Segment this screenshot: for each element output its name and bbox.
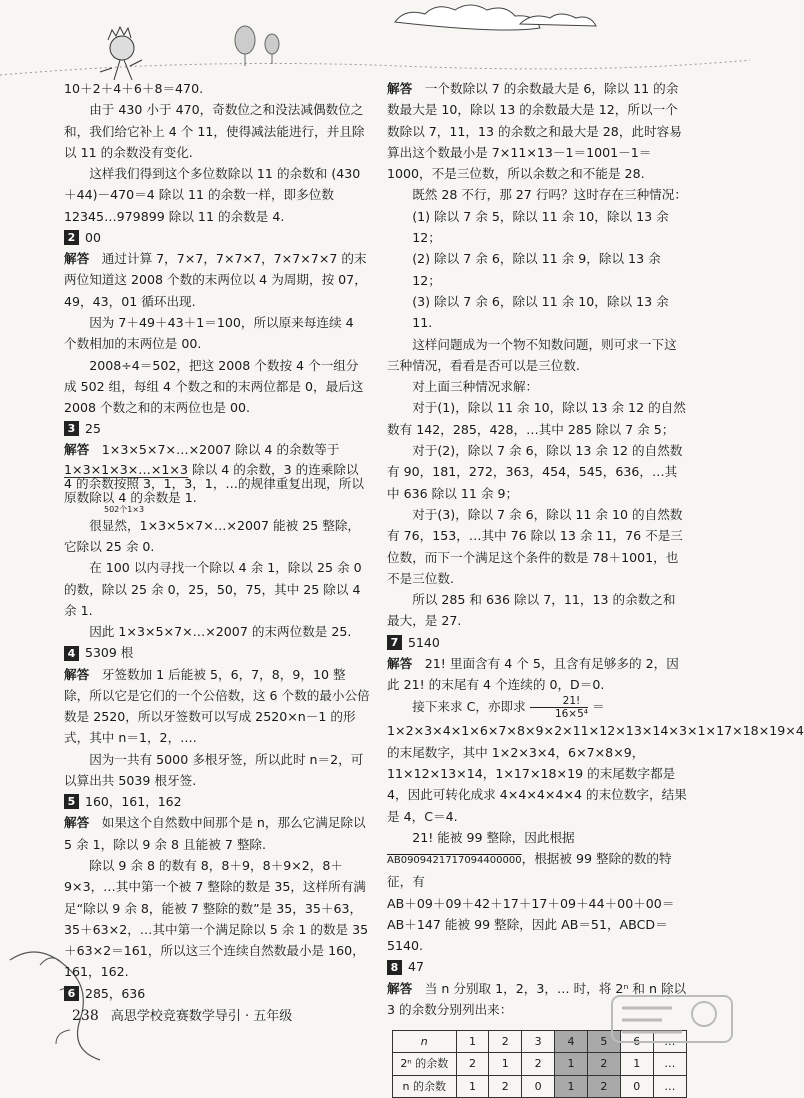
paragraph: 对于(2)，除以 7 余 6，除以 13 余 12 的自然数有 90，181，272，363，454，545，636，…其中 636 除以 11 余 9； (387, 443, 683, 501)
paragraph: 所以 285 和 636 除以 7，11，13 的余数之和最大，是 27. (387, 592, 676, 629)
question-answer: 160，161，162 (85, 794, 182, 810)
table-cell: 4 (555, 1031, 588, 1053)
table-cell: 2 (587, 1075, 620, 1097)
paragraph: AB＋09＋09＋42＋17＋17＋09＋44＋00＋00＝AB＋147 能被 99 整除，因此 AB＝51，ABCD＝5140. (387, 895, 675, 954)
question-answer: 5140 (408, 634, 440, 650)
paragraph: 除以 9 余 8 的数有 8，8＋9，8＋9×2，8＋9×3，…其中第一个被 7 整除的数是 35，这样所有满足“除以 9 余 8，能被 7 整除的数”是 35，35＋63，35＋63×2，…其中第一个满足除以 5 余 1 的数是 35＋63×2＝161，所以这三个连续自然数最小是 160，161，162. (64, 857, 369, 980)
question-answer: 25 (85, 421, 101, 437)
paragraph: 因为一共有 5000 多根牙签，所以此时 n＝2，可以算出共 5039 根牙签. (64, 751, 364, 789)
solution-label: 解答 (64, 666, 90, 682)
table-header-cell: n (393, 1031, 457, 1053)
paragraph: 接下来求 C，亦即求 $\frac{21!}{\text{16×5⁴}}$ ＝1×2×3×4×1×6×7×8×9×2×11×12×13×14×3×1×17×18×19×4 的末尾数字，其中 1×2×3×4，6×7×8×9，11×12×13×14，1×17×18×19 的末尾数字都是 4，因此可转化成求 4×4×4×4×4 的末位数字，结果是 4，C＝4. (387, 695, 804, 824)
paragraph: 既然 28 不行，那 27 行吗？这时存在三种情况： (412, 187, 687, 203)
question-answer: 47 (408, 959, 424, 975)
paragraph: 这样问题成为一个物不知数问题，则可求一下这三种情况，看看是否可以是三位数. (387, 336, 677, 373)
underbrace-expression: 1×3×1×3×…×1×3 除以 4 的余数，3 的连乘除以 4 的余数按照 3，1，3，1，…的规律重复出现，所以原数除以 4 的余数是 1. (64, 461, 364, 505)
paragraph: 解答 通过计算 7，7×7，7×7×7，7×7×7×7 的末两位知道这 2008 个数的末两位以 4 为周期，按 07，49，43，01 循环出现. (64, 251, 367, 309)
question-answer: 285，636 (85, 985, 146, 1001)
paragraph: 很显然，1×3×5×7×…×2007 能被 25 整除，它除以 25 余 0. (64, 517, 361, 555)
table-cell: … (653, 1031, 686, 1053)
question-header-7 (387, 633, 687, 652)
question-header-6 (64, 984, 370, 1003)
paragraph: 除以 4 的余数，3 的连乘除以 4 的余数按照 3，1，3，1，…的规律重复出现，所以原数除以 4 的余数是 1. (64, 461, 364, 505)
table-header-cell: 2ⁿ 的余数 (393, 1053, 457, 1075)
table-cell: 1 (555, 1075, 588, 1097)
table-cell: 1 (456, 1031, 489, 1053)
solution-label: 解答 (64, 442, 90, 458)
table-cell: 5 (587, 1031, 620, 1053)
question-answer: 5309 根 (85, 645, 134, 661)
right-column (387, 78, 804, 1098)
solution-label: 解答 (387, 81, 413, 96)
paragraph: 这样我们得到这个多位数除以 11 的余数和 (430＋44)－470＝4 除以 11 的余数一样，即多位数 12345…979899 除以 11 的余数是 4. (64, 166, 361, 224)
question-header-8 (387, 958, 687, 977)
cartoon-boy-icon (100, 27, 142, 80)
table-cell: 1 (489, 1053, 522, 1075)
paragraph: 解答 当 n 分别取 1，2，3，… 时，将 2ⁿ 和 n 除以 3 的余数分别列出来： (387, 980, 687, 1017)
question-header-3 (64, 419, 370, 438)
paragraph: 21! 能被 99 整除，因此根据 AB0909421717094400000，根据被 99 整除的数的特征，有 (387, 829, 672, 890)
solution-label: 解答 (64, 815, 90, 831)
table-row (393, 1075, 687, 1097)
question-number-badge: 4 (64, 646, 79, 661)
question-number-badge: 6 (64, 986, 79, 1001)
question-header-4 (64, 644, 370, 663)
table-cell: 1 (555, 1053, 588, 1075)
underbrace-note: 502个1×3 (104, 504, 145, 514)
table-cell: 3 (522, 1031, 555, 1053)
page-footer (72, 1005, 292, 1024)
table-cell: 0 (620, 1075, 653, 1097)
paragraph: 解答 牙签数加 1 后能被 5，6，7，8，9，10 整除，所以它是它们的一个公倍数，这 6 个数的最小公倍数是 2520，所以牙签数可以写成 2520×n－1 的形式，其中 n＝1，2，…. (64, 666, 370, 746)
page-number: 238 (72, 1008, 99, 1024)
case-item: (3) 除以 7 余 6，除以 11 余 10，除以 13 余 11. (412, 293, 669, 331)
paragraph: 对于(3)，除以 7 余 6，除以 11 余 10 的自然数有 76，153，…其中 76 除以 13 余 11，76 不是三位数，而下一个满足这个条件的数是 78＋1001，也不是三位数. (387, 506, 683, 586)
paragraph: 由于 430 小于 470，奇数位之和没法减偶数位之和，我们给它补上 4 个 11，使得减法能进行，并且除以 11 的余数没有变化. (64, 102, 365, 160)
question-number-badge: 7 (387, 635, 402, 650)
case-item: (2) 除以 7 余 6，除以 11 余 9，除以 13 余 12； (412, 251, 661, 288)
fraction: $\frac{21!}{\text{16×5⁴}}$ (530, 695, 588, 720)
paragraph: 2008÷4＝502，把这 2008 个数按 4 个一组分成 502 组，每组 4 个数之和的末两位都是 0，最后这 2008 个数之和的末两位也是 00. (64, 357, 364, 416)
solution-label: 解答 (387, 655, 413, 671)
question-header-2 (64, 228, 370, 247)
paragraph: 解答 21! 里面含有 4 个 5，且含有足够多的 2，因此 21! 的末尾有 4 个连续的 0，D＝0. (387, 655, 679, 693)
solution-label: 解答 (64, 251, 90, 267)
tree-icon (235, 26, 279, 66)
table-cell: 2 (489, 1075, 522, 1097)
paragraph: 因为 7＋49＋43＋1＝100，所以原来每连续 4 个数相加的末两位是 00. (64, 314, 354, 352)
question-answer: 00 (85, 229, 101, 245)
question-number-badge: 8 (387, 960, 402, 975)
watermark-logo-icon (608, 992, 738, 1046)
paragraph: 解答 1×3×5×7×…×2007 除以 4 的余数等于 (64, 442, 340, 458)
table-header-cell: n 的余数 (393, 1075, 457, 1097)
header-ground-line (0, 60, 750, 75)
table-cell: 0 (522, 1075, 555, 1097)
table-cell: 6 (620, 1031, 653, 1053)
table-cell: 2 (522, 1053, 555, 1075)
table-cell: 2 (489, 1031, 522, 1053)
paragraph: 对于(1)，除以 11 余 10，除以 13 余 12 的自然数有 142，285，428，…其中 285 除以 7 余 5； (387, 400, 686, 437)
case-item: (1) 除以 7 余 5，除以 11 余 10，除以 13 余 12； (412, 208, 669, 246)
solution-label: 解答 (387, 980, 413, 996)
table-cell: 1 (620, 1053, 653, 1075)
paragraph: 解答 一个数除以 7 的余数最大是 6，除以 11 的余数最大是 10，除以 13 的余数最大是 12，所以一个数除以 7，11，13 的余数之和最大是 28，此时容易算出这个数最小是 7×11×13－1＝1001－1＝1000，不是三位数，所以余数之和不能是 28. (387, 81, 682, 182)
book-title: 高思学校竞赛数学导引 · 五年级 (110, 1009, 293, 1024)
paragraph: 解答 如果这个自然数中间那个是 n，那么它满足除以 5 余 1，除以 9 余 8 且能被 7 整除. (64, 815, 366, 852)
question-number-badge: 3 (64, 421, 79, 436)
question-number-badge: 5 (64, 794, 79, 809)
paragraph: 10＋2＋4＋6＋8＝470. (64, 81, 204, 96)
overlined-number: AB0909421717094400000 (387, 855, 522, 867)
question-header-5 (64, 792, 370, 811)
paragraph: 因此 1×3×5×7×…×2007 的末两位数是 25. (89, 624, 352, 640)
table-cell: 2 (456, 1053, 489, 1075)
paragraph: 在 100 以内寻找一个除以 4 余 1，除以 25 余 0 的数，除以 25 余 0，25，50，75，其中 25 除以 4 余 1. (64, 560, 362, 618)
table-cell: 1 (456, 1075, 489, 1097)
table-row (393, 1053, 687, 1075)
table-cell: 2 (587, 1053, 620, 1075)
question-number-badge: 2 (64, 230, 79, 245)
header-cloud-icon (395, 5, 596, 30)
paragraph: 对上面三种情况求解： (412, 379, 539, 395)
left-column (64, 78, 370, 1004)
table-cell: … (653, 1053, 686, 1075)
table-cell: … (653, 1075, 686, 1097)
